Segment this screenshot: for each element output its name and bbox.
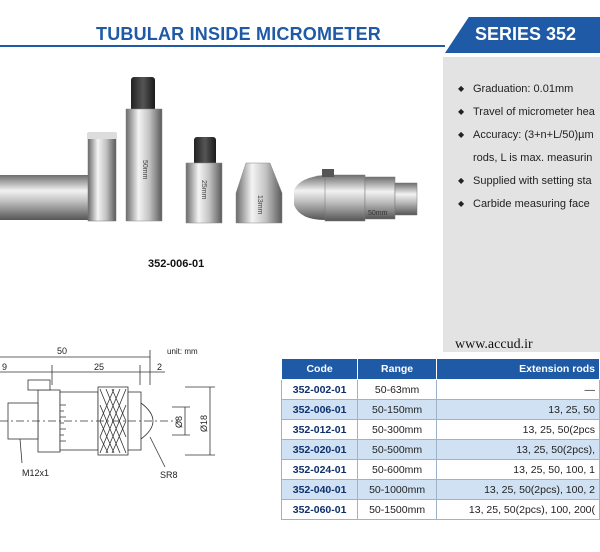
table-row bbox=[282, 380, 600, 400]
extension-rod-50 bbox=[126, 77, 162, 221]
cell-extension: 13, 25, 50, 100, 1 bbox=[436, 460, 599, 480]
cell-range: 50-600mm bbox=[358, 460, 437, 480]
cell-range: 50-1000mm bbox=[358, 480, 437, 500]
title-underline bbox=[0, 45, 445, 47]
cell-code: 352-060-01 bbox=[282, 500, 358, 520]
cell-extension: 13, 25, 50 bbox=[436, 400, 599, 420]
bullet-icon: ◆ bbox=[458, 107, 465, 116]
table-row bbox=[282, 440, 600, 460]
micrometer-head bbox=[294, 169, 417, 221]
bullet-icon: ◆ bbox=[458, 176, 465, 185]
dim-overall: 50 bbox=[57, 346, 68, 356]
cell-extension: 13, 25, 50(2pcs), 100, 2 bbox=[436, 480, 599, 500]
cell-range: 50-300mm bbox=[358, 420, 437, 440]
cell-extension: 13, 25, 50(2pcs bbox=[436, 420, 599, 440]
cell-code: 352-012-01 bbox=[282, 420, 358, 440]
cell-code: 352-020-01 bbox=[282, 440, 358, 460]
cell-range: 50-63mm bbox=[358, 380, 437, 400]
cell-code: 352-006-01 bbox=[282, 400, 358, 420]
column-header-code: Code bbox=[282, 359, 358, 380]
page-title: TUBULAR INSIDE MICROMETER bbox=[96, 24, 381, 44]
table-row bbox=[282, 500, 600, 520]
rod-label: 50mm bbox=[141, 160, 148, 180]
spec-table bbox=[281, 358, 600, 520]
dim-right: 2 bbox=[157, 362, 163, 372]
column-header-range: Range bbox=[358, 359, 437, 380]
cell-extension: 13, 25, 50(2pcs), bbox=[436, 440, 599, 460]
cell-extension: — bbox=[436, 380, 599, 400]
bullet-icon: ◆ bbox=[458, 130, 465, 139]
cell-range: 50-150mm bbox=[358, 400, 437, 420]
table-row bbox=[282, 400, 600, 420]
bullet-icon: ◆ bbox=[458, 199, 465, 208]
cell-extension: 13, 25, 50(2pcs), 100, 200( bbox=[436, 500, 599, 520]
table-row bbox=[282, 480, 600, 500]
cell-code: 352-040-01 bbox=[282, 480, 358, 500]
dim-left: 9 bbox=[2, 362, 8, 372]
rod-label: 13mm bbox=[256, 195, 263, 215]
table-row bbox=[282, 420, 600, 440]
cell-code: 352-002-01 bbox=[282, 380, 358, 400]
website-watermark: www.accud.ir bbox=[455, 337, 533, 352]
series-label: SERIES 352 bbox=[475, 24, 577, 44]
extension-rod-25 bbox=[186, 137, 222, 223]
thread-label: M12x1 bbox=[22, 468, 50, 478]
setting-rod bbox=[0, 133, 116, 221]
table-row bbox=[282, 460, 600, 480]
product-code: 352-006-01 bbox=[148, 258, 205, 270]
dim-mid: 25 bbox=[94, 362, 105, 372]
dim-phi18: Ø18 bbox=[199, 414, 209, 432]
radius-label: SR8 bbox=[160, 470, 178, 480]
product-photo bbox=[0, 65, 440, 255]
cell-range: 50-1500mm bbox=[358, 500, 437, 520]
cell-range: 50-500mm bbox=[358, 440, 437, 460]
extension-rod-13 bbox=[236, 163, 282, 223]
dim-phi8: Ø8 bbox=[174, 415, 184, 428]
rod-label: 50mm bbox=[368, 210, 388, 217]
column-header-extension: Extension rods bbox=[436, 359, 599, 380]
bullet-icon: ◆ bbox=[458, 84, 465, 93]
unit-label: unit: mm bbox=[167, 347, 198, 356]
cell-code: 352-024-01 bbox=[282, 460, 358, 480]
table-header-row bbox=[282, 359, 600, 380]
rod-label: 25mm bbox=[200, 180, 207, 200]
